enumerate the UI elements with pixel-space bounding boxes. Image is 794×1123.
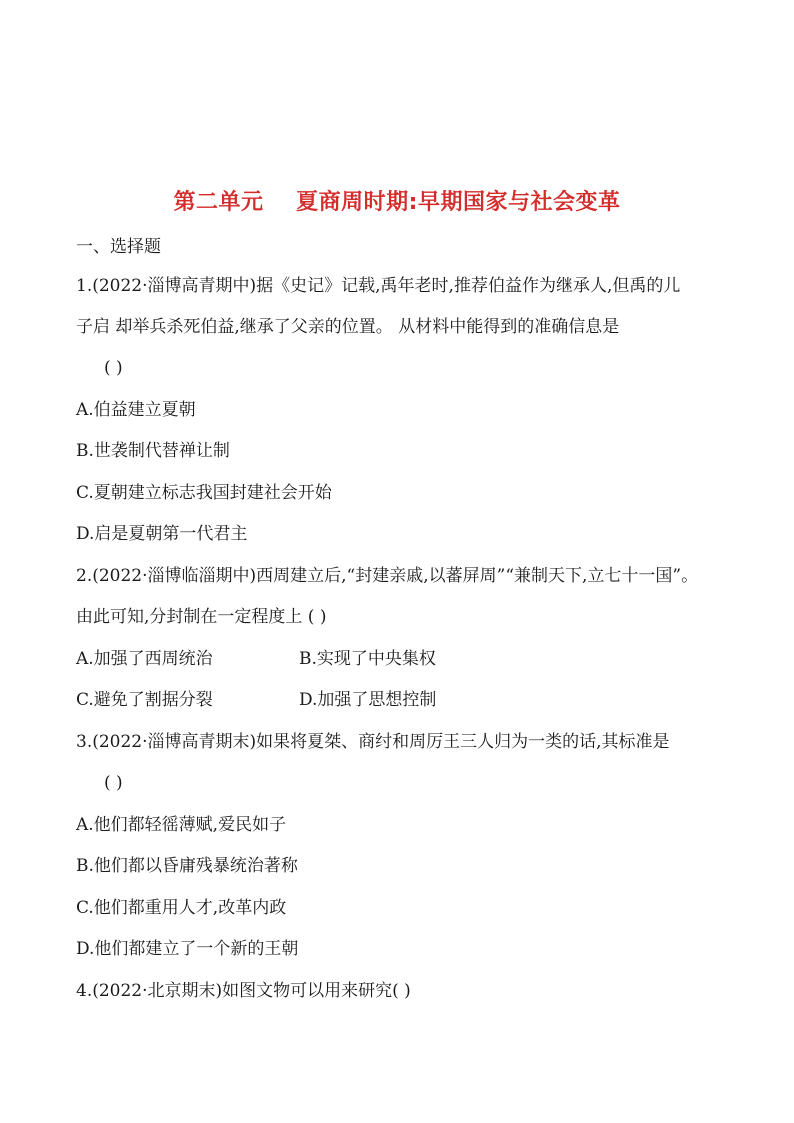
question-1-option-d: D.启是夏朝第一代君主 [76, 524, 248, 544]
question-1-answer-paren: ( ) [104, 358, 123, 378]
question-2-option-d: D.加强了思想控制 [299, 690, 437, 710]
question-4-line-1: 4.(2022·北京期末)如图文物可以用来研究( ) [76, 981, 411, 1001]
question-1-line-1: 1.(2022·淄博高青期中)据《史记》记载,禹年老时,推荐伯益作为继承人,但禹的儿 [76, 276, 681, 296]
question-1-option-a: A.伯益建立夏朝 [76, 400, 196, 420]
question-2-line-2: 由此可知,分封制在一定程度上 ( ) [76, 607, 327, 627]
question-3-option-a: A.他们都轻徭薄赋,爱民如子 [76, 815, 287, 835]
question-2-line-1: 2.(2022·淄博临淄期中)西周建立后,“封建亲戚,以蕃屏周”“兼制天下,立七十一国”。 [76, 566, 699, 586]
section-heading: 一、选择题 [76, 237, 161, 257]
question-3-answer-paren: ( ) [104, 773, 123, 793]
question-2-option-b: B.实现了中央集权 [299, 649, 436, 669]
question-3-line-1: 3.(2022·淄博高青期末)如果将夏桀、商纣和周厉王三人归为一类的话,其标准是 [76, 732, 670, 752]
question-1-option-c: C.夏朝建立标志我国封建社会开始 [76, 483, 332, 503]
question-2-option-c: C.避免了割据分裂 [76, 690, 213, 710]
unit-title: 第二单元 夏商周时期:早期国家与社会变革 [173, 190, 621, 215]
question-1-option-b: B.世袭制代替禅让制 [76, 441, 230, 461]
question-2-option-a: A.加强了西周统治 [76, 649, 213, 669]
question-3-option-c: C.他们都重用人才,改革内政 [76, 898, 287, 918]
question-1-line-2: 子启 却举兵杀死伯益,继承了父亲的位置。 从材料中能得到的准确信息是 [76, 317, 620, 337]
question-3-option-b: B.他们都以昏庸残暴统治著称 [76, 856, 298, 876]
question-3-option-d: D.他们都建立了一个新的王朝 [76, 939, 299, 959]
